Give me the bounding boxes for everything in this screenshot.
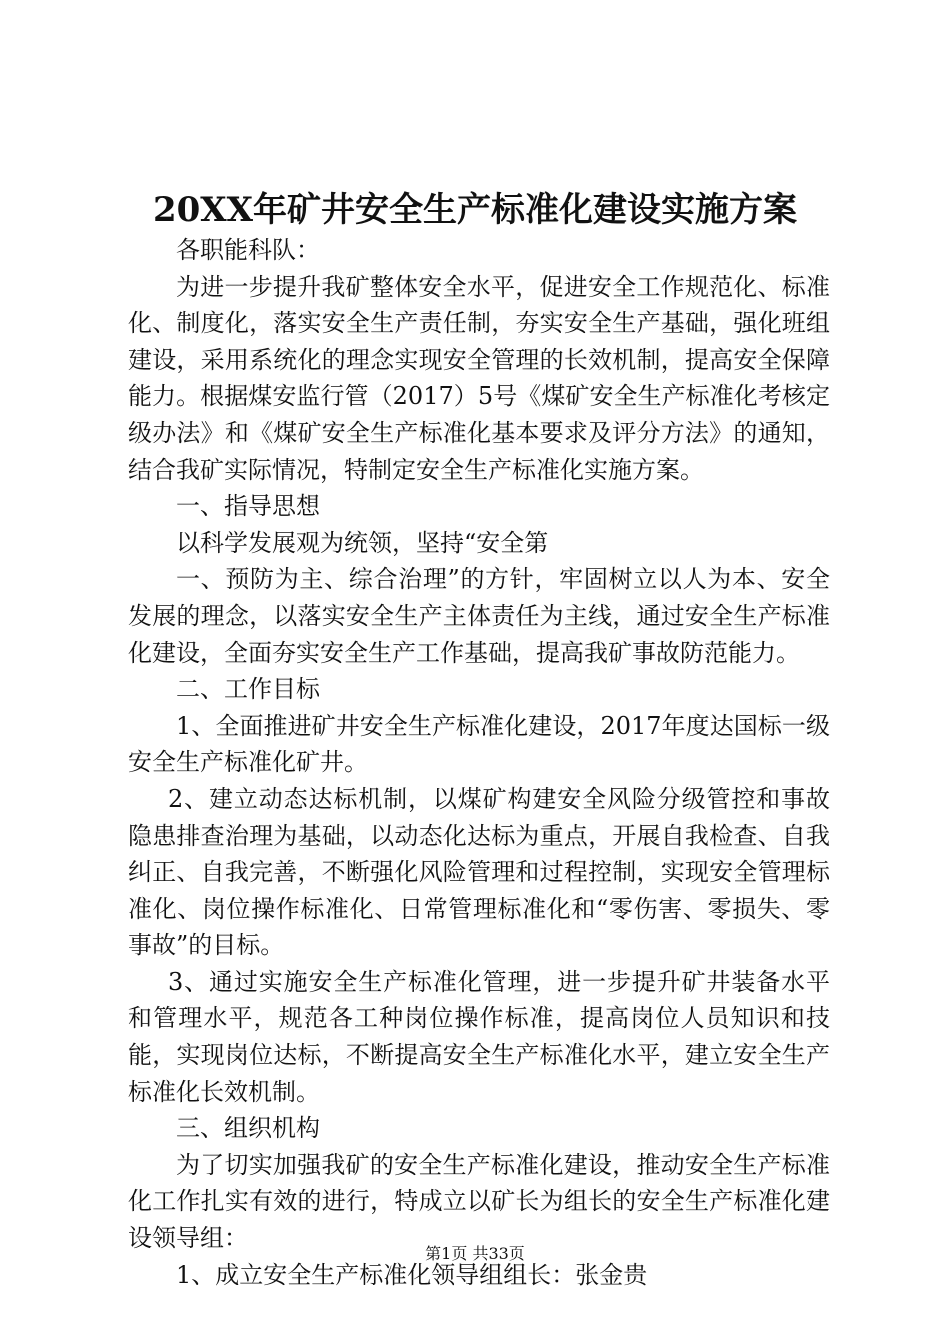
document-body (128, 232, 830, 1293)
work-goal-item-2: 2、建立动态达标机制，以煤矿构建安全风险分级管控和事故隐患排查治理为基础，以动态化达标为重点，开展自我检查、自我纠正、自我完善，不断强化风险管理和过程控制，实现安全管理标准化、岗位操作标准化、日常管理标准化和“零伤害、零损失、零事故”的目标。 (128, 784, 830, 960)
page-footer: 第1页 共33页 (425, 1244, 525, 1263)
guiding-ideology-paragraph-2: 一、预防为主、综合治理”的方针，牢固树立以人为本、安全发展的理念，以落实安全生产主体责任为主线，通过安全生产标准化建设，全面夯实安全生产工作基础，提高我矿事故防范能力。 (128, 565, 830, 667)
document-title: 20XX年矿井安全生产标准化建设实施方案 (152, 190, 798, 230)
section-heading-organization: 三、组织机构 (176, 1114, 320, 1143)
section-heading-work-goals: 二、工作目标 (176, 675, 320, 704)
intro-paragraph: 为进一步提升我矿整体安全水平，促进安全工作规范化、标准化、制度化，落实安全生产责任制，夯实安全生产基础，强化班组建设，采用系统化的理念实现安全管理的长效机制，提高安全保障能力。根据煤安监行管（2017）5号《煤矿安全生产标准化考核定级办法》和《煤矿安全生产标准化基本要求及评分方法》的通知，结合我矿实际情况，特制定安全生产标准化实施方案。 (128, 272, 830, 484)
work-goal-item-3: 3、通过实施安全生产标准化管理，进一步提升矿井装备水平和管理水平，规范各工种岗位操作标准，提高岗位人员知识和技能，实现岗位达标，不断提高安全生产标准化水平，建立安全生产标准化长效机制。 (128, 967, 830, 1106)
salutation-paragraph: 各职能科队： (176, 236, 320, 264)
organization-item-1: 1、成立安全生产标准化领导组组长：张金贵 (176, 1260, 648, 1289)
organization-paragraph: 为了切实加强我矿的安全生产标准化建设，推动安全生产标准化工作扎实有效的进行，特成立以矿长为组长的安全生产标准化建设领导组： (128, 1150, 830, 1253)
section-heading-guiding-ideology: 一、指导思想 (176, 492, 320, 521)
guiding-ideology-paragraph-1: 以科学发展观为统领，坚持“安全第 (176, 528, 549, 557)
work-goal-item-1: 1、全面推进矿井安全生产标准化建设，2017年度达国标一级安全生产标准化矿井。 (128, 711, 830, 777)
